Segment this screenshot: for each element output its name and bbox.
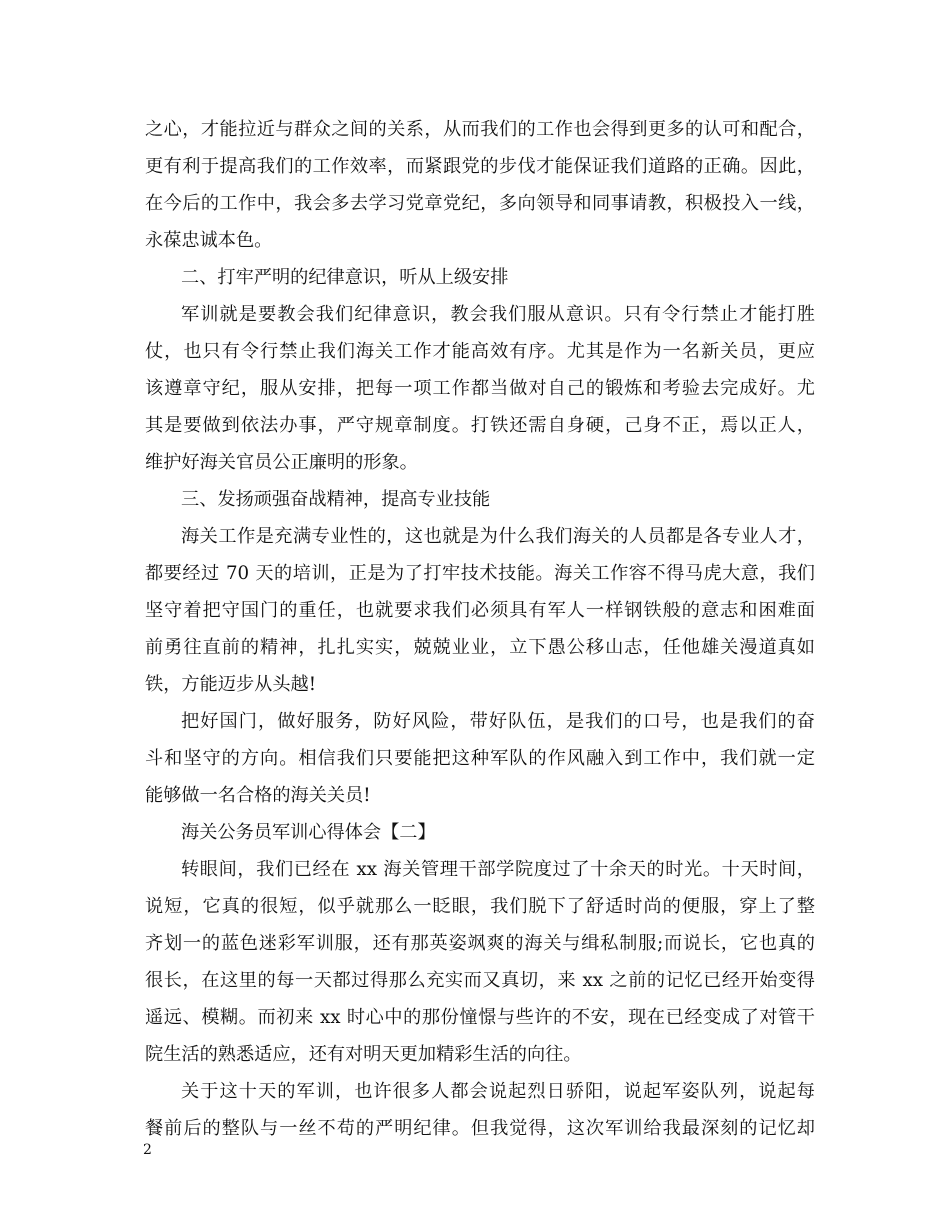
body-text-line: 之心，才能拉近与群众之间的关系，从而我们的工作也会得到更多的认可和配合， bbox=[145, 119, 815, 140]
section-heading: 三、发扬顽强奋战精神，提高专业技能 bbox=[181, 489, 491, 510]
body-text-line: 在今后的工作中，我会多去学习党章党纪，多向领导和同事请教，积极投入一线， bbox=[145, 193, 815, 214]
body-text-line: 遥远、模糊。而初来 xx 时心中的那份憧憬与些许的不安，现在已经变成了对管干 bbox=[145, 1007, 815, 1028]
body-text-line: 前勇往直前的精神，扎扎实实，兢兢业业，立下愚公移山志，任他雄关漫道真如 bbox=[145, 637, 815, 658]
body-text-line: 该遵章守纪，服从安排，把每一项工作都当做对自己的锻炼和考验去完成好。尤 bbox=[145, 378, 815, 399]
body-text-line: 转眼间，我们已经在 xx 海关管理干部学院度过了十余天的时光。十天时间， bbox=[181, 859, 815, 880]
body-text-line: 齐划一的蓝色迷彩军训服，还有那英姿飒爽的海关与缉私制服;而说长，它也真的 bbox=[145, 933, 815, 954]
body-text-line: 能够做一名合格的海关关员! bbox=[145, 785, 371, 806]
body-text-line: 院生活的熟悉适应，还有对明天更加精彩生活的向往。 bbox=[145, 1044, 582, 1065]
body-text-line: 更有利于提高我们的工作效率，而紧跟党的步伐才能保证我们道路的正确。因此， bbox=[145, 156, 815, 177]
body-text-line: 其是要做到依法办事，严守规章制度。打铁还需自身硬，己身不正，焉以正人， bbox=[145, 415, 815, 436]
body-text-line: 铁，方能迈步从头越! bbox=[145, 674, 316, 695]
body-text-line: 海关工作是充满专业性的，这也就是为什么我们海关的人员都是各专业人才， bbox=[181, 526, 815, 547]
body-text-line: 很长，在这里的每一天都过得那么充实而又真切，来 xx 之前的记忆已经开始变得 bbox=[145, 970, 815, 991]
body-text-line: 坚守着把守国门的重任，也就要求我们必须具有军人一样钢铁般的意志和困难面 bbox=[145, 600, 815, 621]
section-heading: 二、打牢严明的纪律意识，听从上级安排 bbox=[181, 267, 509, 288]
body-text-line: 军训就是要教会我们纪律意识，教会我们服从意识。只有令行禁止才能打胜 bbox=[181, 304, 815, 325]
body-text-line: 斗和坚守的方向。相信我们只要能把这种军队的作风融入到工作中，我们就一定 bbox=[145, 748, 815, 769]
body-text-line: 维护好海关官员公正廉明的形象。 bbox=[145, 452, 418, 473]
body-text-line: 把好国门，做好服务，防好风险，带好队伍，是我们的口号，也是我们的奋 bbox=[181, 711, 815, 732]
body-text-line: 仗，也只有令行禁止我们海关工作才能高效有序。尤其是作为一名新关员，更应 bbox=[145, 341, 815, 362]
section-heading: 海关公务员军训心得体会【二】 bbox=[181, 822, 436, 843]
body-text-line: 说短，它真的很短，似乎就那么一眨眼，我们脱下了舒适时尚的便服，穿上了整 bbox=[145, 896, 815, 917]
body-text-line: 关于这十天的军训，也许很多人都会说起烈日骄阳，说起军姿队列，说起每 bbox=[181, 1081, 815, 1102]
body-text-line: 永葆忠诚本色。 bbox=[145, 230, 273, 251]
page-number: 2 bbox=[143, 1142, 152, 1158]
body-text-line: 都要经过 70 天的培训，正是为了打牢技术技能。海关工作容不得马虎大意，我们 bbox=[145, 563, 815, 584]
body-text-line: 餐前后的整队与一丝不苟的严明纪律。但我觉得，这次军训给我最深刻的记忆却 bbox=[145, 1118, 815, 1139]
